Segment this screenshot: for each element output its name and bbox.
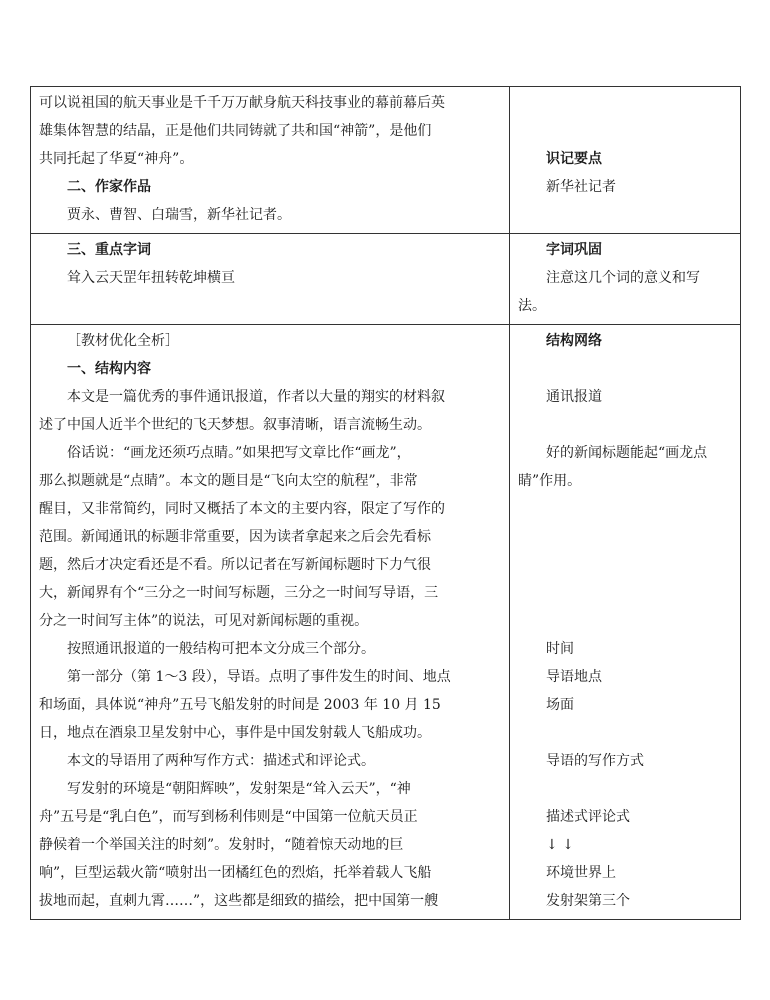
note-line: [518, 719, 732, 747]
text-line: 那么拟题就是“点睛”。本文的题目是“飞向太空的航程”，非常: [39, 473, 418, 489]
text-line: 二、作家作品: [67, 179, 151, 195]
text-line: 按照通讯报道的一般结构可把本文分成三个部分。: [67, 641, 375, 657]
text-line: 拔地而起，直刺九霄……”，这些都是细致的描绘，把中国第一艘: [39, 893, 439, 909]
note-line: 时间: [546, 641, 574, 657]
main-text-cell: [31, 234, 510, 325]
note-line: 好的新闻标题能起“画龙点: [546, 445, 708, 461]
note-line: 睛”作用。: [518, 473, 582, 489]
text-line: 一、结构内容: [67, 361, 151, 377]
text-line: 静候着一个举国关注的时刻”。发射时，“随着惊天动地的巨: [39, 837, 404, 853]
text-line: 分之一时间写主体”的说法，可见对新闻标题的重视。: [39, 613, 369, 629]
note-line: [518, 117, 732, 145]
text-line: 雄集体智慧的结晶，正是他们共同铸就了共和国“神箭”，是他们: [39, 123, 432, 139]
main-text-cell: [31, 87, 510, 234]
note-line: [518, 607, 732, 635]
text-line: 醒目，又非常简约，同时又概括了本文的主要内容，限定了写作的: [39, 501, 445, 517]
note-line: 结构网络: [546, 333, 602, 349]
note-line: 导语的写作方式: [546, 753, 644, 769]
text-line: ［教材优化全析］: [67, 333, 179, 349]
text-line: 本文的导语用了两种写作方式：描述式和评论式。: [67, 753, 375, 769]
note-line: 法。: [518, 298, 546, 314]
text-line: 舟”五号是“乳白色”，而写到杨利伟则是“中国第一位航天员正: [39, 809, 418, 825]
text-line: 俗话说：“画龙还须巧点睛。”如果把写文章比作“画龙”，: [67, 445, 411, 461]
note-line: [518, 579, 732, 607]
note-line: 描述式评论式: [546, 809, 630, 825]
text-line: 和场面，具体说“神舟”五号飞船发射的时间是 2003 年 10 月 15: [39, 697, 441, 713]
note-line: [518, 411, 732, 439]
note-line: 场面: [546, 697, 574, 713]
note-line: [518, 551, 732, 579]
note-line: 发射架第三个: [546, 893, 630, 909]
text-line: 贾永、曹智、白瑞雪，新华社记者。: [67, 207, 291, 223]
side-notes-cell: [510, 325, 741, 920]
table-row: [31, 234, 741, 325]
note-line: 识记要点: [546, 151, 602, 167]
side-notes-cell: [510, 87, 741, 234]
text-line: 范围。新闻通讯的标题非常重要，因为读者拿起来之后会先看标: [39, 529, 431, 545]
text-line: 第一部分（第 1～3 段），导语。点明了事件发生的时间、地点: [67, 669, 451, 685]
note-line: 通讯报道: [546, 389, 602, 405]
note-line: [518, 495, 732, 523]
text-line: 响”，巨型运载火箭“喷射出一团橘红色的烈焰，托举着载人飞船: [39, 865, 432, 881]
text-line: 共同托起了华夏“神舟”。: [39, 151, 194, 167]
text-line: 题，然后才决定看还是不看。所以记者在写新闻标题时下力气很: [39, 557, 431, 573]
note-line: 新华社记者: [546, 179, 616, 195]
table-row: [31, 325, 741, 920]
text-line: 耸入云天罡年扭转乾坤横亘: [67, 270, 235, 286]
note-line: [518, 355, 732, 383]
text-line: 大，新闻界有个“三分之一时间写标题，三分之一时间写导语，三: [39, 585, 439, 601]
text-line: 日，地点在酒泉卫星发射中心，事件是中国发射载人飞船成功。: [39, 725, 431, 741]
content-table: [30, 86, 741, 920]
note-line: [518, 775, 732, 803]
main-text-cell: [31, 325, 510, 920]
note-line: 环境世界上: [546, 865, 616, 881]
side-notes-cell: [510, 234, 741, 325]
note-line: 导语地点: [546, 669, 602, 685]
text-line: 本文是一篇优秀的事件通讯报道，作者以大量的翔实的材料叙: [67, 389, 445, 405]
note-line: [518, 89, 732, 117]
note-line: [518, 523, 732, 551]
note-line: 字词巩固: [546, 242, 602, 258]
text-line: 三、重点字词: [67, 242, 151, 258]
table-row: [31, 87, 741, 234]
note-line: ↓ ↓: [546, 837, 574, 853]
text-line: 述了中国人近半个世纪的飞天梦想。叙事清晰，语言流畅生动。: [39, 417, 431, 433]
text-line: 可以说祖国的航天事业是千千万万献身航天科技事业的幕前幕后英: [39, 95, 445, 111]
table-body: [31, 87, 741, 920]
note-line: 注意这几个词的意义和写: [546, 270, 700, 286]
text-line: 写发射的环境是“朝阳辉映”，发射架是“耸入云天”，“神: [67, 781, 411, 797]
